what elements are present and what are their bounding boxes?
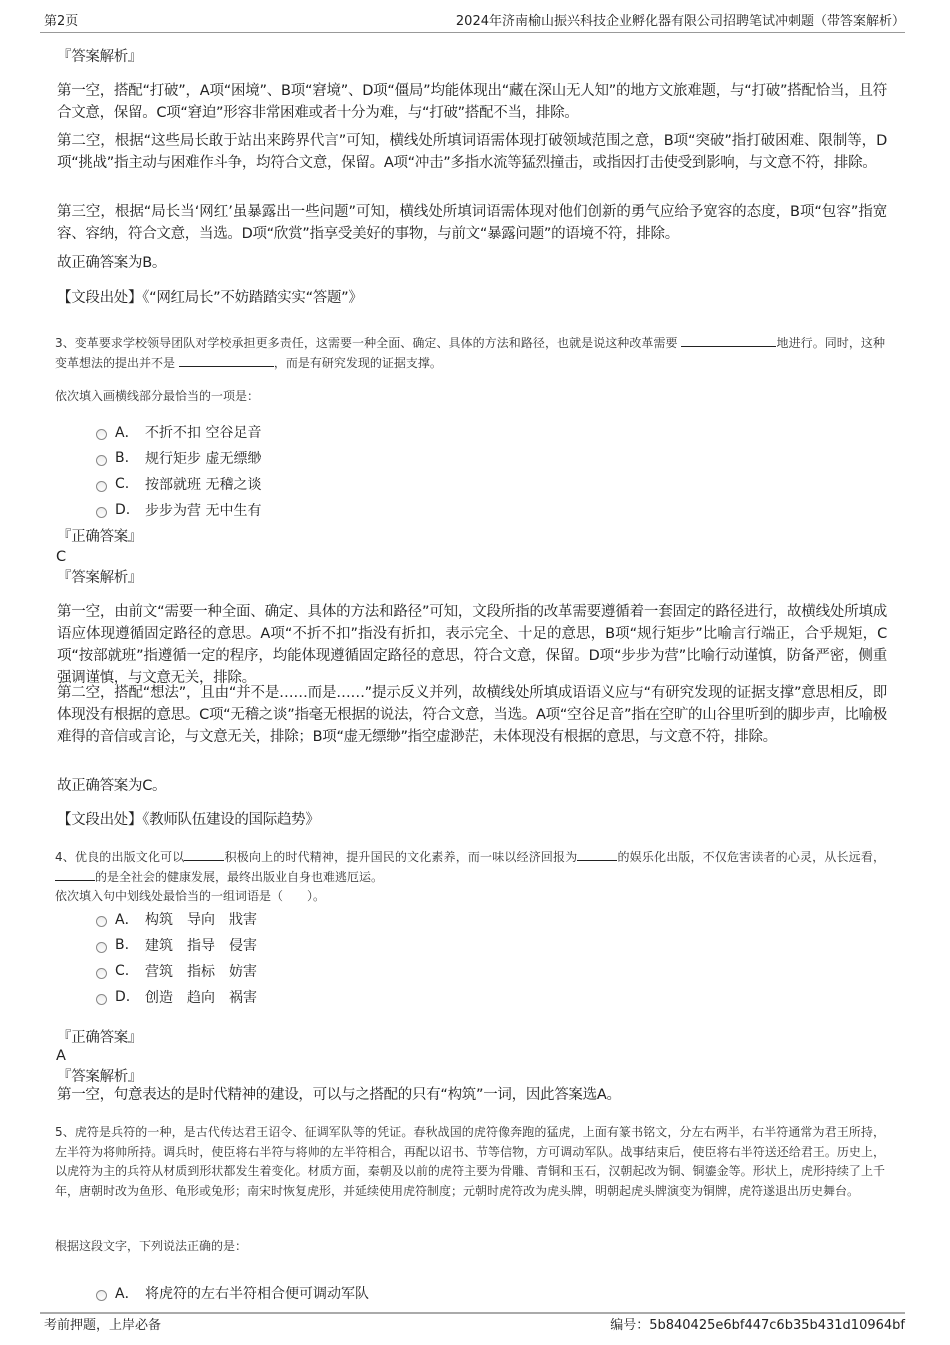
header-divider (40, 32, 905, 33)
option-label: C. (115, 963, 130, 979)
q4-stem-part: 的是全社会的健康发展，最终出版业自身也难逃厄运。 (95, 870, 384, 884)
q5-options (96, 1280, 369, 1306)
q3-stem-part: 3、变革要求学校领导团队对学校承担更多责任，这需要一种全面、确定、具体的方法和路径，也就是说这种改革需要 (55, 336, 682, 350)
q3-prompt: 依次填入画横线部分最恰当的一项是： (55, 389, 260, 403)
q3-stem-part: ，而是有研究发现的证据支撑。 (273, 356, 442, 370)
option-text: 步步为营 无中生有 (145, 503, 262, 519)
q4-stem-part: 4、优良的出版文化可以 (55, 850, 185, 864)
q4-blank-1 (184, 860, 224, 861)
q2-analysis-p2: 第二空，根据“这些局长敢于站出来跨界代言”可知，横线处所填词语需体现打破领域范围之意，B项“突破”指打破困难、限制等，D项“挑战”指主动与困难作斗争，均符合文意，保留。A项“冲击”多指水流等猛烈撞击，或指因打击使受到影响，与文意不符，排除。 (57, 133, 887, 171)
q3-blank-1 (681, 346, 776, 347)
option-text: 不折不扣 空谷足音 (145, 425, 262, 441)
q5-prompt: 根据这段文字，下列说法正确的是： (55, 1239, 248, 1253)
q4-option-d[interactable] (96, 984, 257, 1010)
radio-icon[interactable] (96, 1290, 107, 1301)
option-text: 规行矩步 虚无缥缈 (145, 451, 262, 467)
q2-analysis-p3: 第三空，根据“局长当‘网红’虽暴露出一些问题”可知，横线处所填词语需体现对他们创新的勇气应给予宽容的态度，B项“包容”指宽容、容纳，符合文意，当选。D项“欣赏”指享受美好的事物，与前文“暴露问题”的语境不符，排除。 (57, 204, 887, 242)
q3-answer: C (56, 549, 66, 565)
radio-icon[interactable] (96, 942, 107, 953)
q4-prompt: 依次填入句中划线处最恰当的一组词语是（ ）。 (55, 889, 326, 903)
option-label: A． (115, 1286, 139, 1302)
q3-analysis-p2: 第二空，搭配“想法”，且由“并不是……而是……”提示反义并列，故横线处所填成语语义应与“有研究发现的证据支撑”意思相反，即体现没有根据的意思。C项“无稽之谈”指毫无根据的说法，符合文意，当选。A项“空谷足音”指在空旷的山谷里听到的脚步声，比喻极难得的音信或言论，与文意无关，排除；B项“虚无缥缈”指空虚渺茫，未体现没有根据的意思，与文意不符，排除。 (57, 685, 887, 745)
q5-stem: 5、虎符是兵符的一种，是古代传达君王诏令、征调军队等的凭证。春秋战国的虎符像奔跑的猛虎，上面有篆书铭文，分左右两半，右半符通常为君王所持，左半符为将帅所持。调兵时，使臣将右半符与将帅的左半符相合，再配以诏书、节等信物，方可调动军队。战事结束后，使臣将右半符送还给君王。历史上，以虎符为主的兵符从材质到形状都发生着变化。材质方面，秦朝及以前的虎符主要为骨雕、青铜和玉石，汉朝起改为铜、铜鎏金等。形状上，虎形持续了上千年，唐朝时改为鱼形、龟形或兔形；南宋时恢复虎形，并延续使用虎符制度；元朝时虎符改为虎头牌，明朝起虎头牌演变为铜牌，虎符遂退出历史舞台。 (55, 1125, 885, 1198)
q4-stem (55, 847, 885, 887)
radio-icon[interactable] (96, 429, 107, 440)
q3-answer-label: 『正确答案』 (57, 529, 143, 545)
q4-blank-3 (55, 880, 95, 881)
q4-stem-part: 积极向上的时代精神，提升国民的文化素养，而一味以经济回报为 (224, 850, 578, 864)
q3-analysis-label: 『答案解析』 (57, 570, 143, 586)
radio-icon[interactable] (96, 481, 107, 492)
document-title: 2024年济南榆山振兴科技企业孵化器有限公司招聘笔试冲刺题（带答案解析） (455, 14, 905, 29)
q4-answer: A (56, 1048, 66, 1064)
q3-option-d[interactable] (96, 497, 261, 523)
q3-option-c[interactable] (96, 471, 261, 497)
q4-stem-part: 的娱乐化出版，不仅危害读者的心灵，从长远看， (617, 850, 885, 864)
q3-options (96, 419, 261, 523)
radio-icon[interactable] (96, 455, 107, 466)
q3-option-b[interactable] (96, 445, 261, 471)
q2-conclusion: 故正确答案为B。 (57, 255, 167, 271)
option-label: B. (115, 937, 130, 953)
option-label: D. (115, 502, 131, 518)
q3-option-a[interactable] (96, 419, 261, 445)
option-text: 营筑 指标 妨害 (145, 964, 257, 980)
q4-analysis-label: 『答案解析』 (57, 1069, 143, 1085)
option-text: 按部就班 无稽之谈 (145, 477, 262, 493)
option-label: A． (115, 425, 139, 441)
option-label: B. (115, 450, 130, 466)
radio-icon[interactable] (96, 916, 107, 927)
option-text: 将虎符的左右半符相合便可调动军队 (145, 1286, 369, 1302)
option-label: C. (115, 476, 130, 492)
q2-analysis-p1: 第一空，搭配“打破”，A项“困境”、B项“窘境”、D项“僵局”均能体现出“藏在深山无人知”的地方文旅难题，与“打破”搭配恰当，且符合文意，保留。C项“窘迫”形容非常困难或者十分为难，与“打破”搭配不当，排除。 (57, 83, 887, 121)
radio-icon[interactable] (96, 507, 107, 518)
q3-stem-part: 地进行。同时，这种变革想法的提出并不是 (55, 336, 885, 370)
q4-option-b[interactable] (96, 932, 257, 958)
radio-icon[interactable] (96, 968, 107, 979)
q4-answer-label: 『正确答案』 (57, 1030, 143, 1046)
q4-option-a[interactable] (96, 906, 257, 932)
q4-blank-2 (577, 860, 617, 861)
q3-blank-2 (179, 366, 274, 367)
q5-option-a[interactable] (96, 1280, 369, 1306)
q4-option-c[interactable] (96, 958, 257, 984)
page-number: 第2页 (44, 14, 79, 29)
q3-conclusion: 故正确答案为C。 (57, 778, 167, 794)
option-text: 创造 趋向 祸害 (145, 990, 257, 1006)
option-label: A． (115, 912, 139, 928)
radio-icon[interactable] (96, 994, 107, 1005)
q3-source: 【文段出处】《教师队伍建设的国际趋势》 (57, 812, 320, 828)
q3-analysis-p1: 第一空，由前文“需要一种全面、确定、具体的方法和路径”可知，文段所指的改革需要遵循着一套固定的路径进行，故横线处所填成语应体现遵循固定路径的意思。A项“不折不扣”指没有折扣，表示完全、十足的意思，B项“规行矩步”比喻言行端正，合乎规矩，C项“按部就班”指遵循一定的程序，均能体现遵循固定路径的意思，符合文意，保留。D项“步步为营”比喻行动谨慎，防备严密，侧重强调谨慎，与文意无关，排除。 (57, 604, 887, 686)
footer-slogan: 考前押题，上岸必备 (44, 1318, 162, 1333)
option-text: 建筑 指导 侵害 (145, 938, 257, 954)
q2-source: 【文段出处】《“网红局长”不妨踏踏实实“答题”》 (57, 290, 363, 306)
document-id: 编号：5b840425e6bf447c6b35b431d10964bf (610, 1318, 905, 1333)
q2-analysis-label: 『答案解析』 (57, 49, 143, 65)
option-text: 构筑 导向 戕害 (145, 912, 257, 928)
q4-analysis-p1: 第一空，句意表达的是时代精神的建设，可以与之搭配的只有“构筑”一词，因此答案选A。 (57, 1087, 621, 1103)
option-label: D. (115, 989, 131, 1005)
q3-stem (55, 333, 885, 373)
q4-options (96, 906, 257, 1010)
